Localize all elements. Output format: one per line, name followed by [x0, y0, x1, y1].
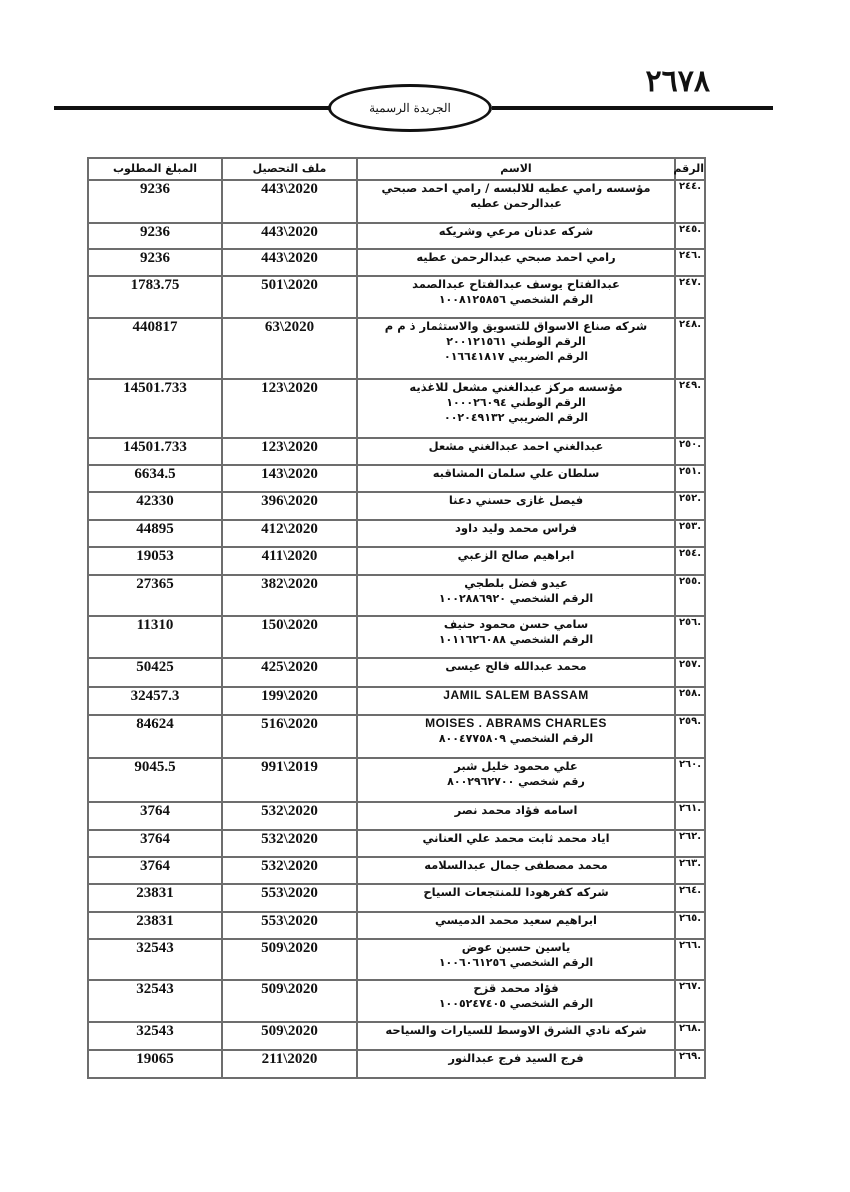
column-header-file: ملف التحصيل — [222, 158, 357, 180]
row-number: .٢٦٥ — [675, 912, 705, 939]
row-file: 443\2020 — [222, 223, 357, 249]
row-name — [357, 939, 675, 980]
row-file: 412\2020 — [222, 520, 357, 547]
table-row — [88, 379, 705, 438]
table-row — [88, 318, 705, 379]
row-file: 509\2020 — [222, 980, 357, 1022]
row-number: .٢٦٠ — [675, 758, 705, 802]
row-amount: 27365 — [88, 575, 222, 616]
header-rule-right — [492, 106, 773, 110]
row-number: .٢٤٤ — [675, 180, 705, 223]
row-number: .٢٤٧ — [675, 276, 705, 318]
name-text: مؤسسه رامي عطيه للالبسه / رامي احمد صبحي — [381, 181, 651, 195]
table-row — [88, 758, 705, 802]
row-amount: 19053 — [88, 547, 222, 575]
header-rule-left — [54, 106, 330, 110]
name-text: مؤسسه مركز عبدالغني مشعل للاغذيه — [409, 380, 623, 394]
row-amount: 50425 — [88, 658, 222, 687]
table-row — [88, 249, 705, 276]
row-name — [357, 687, 675, 715]
name-text: سلطان علي سلمان المشاقبه — [432, 466, 600, 480]
row-file: 501\2020 — [222, 276, 357, 318]
row-file: 123\2020 — [222, 379, 357, 438]
row-name — [357, 884, 675, 912]
row-number: .٢٥١ — [675, 465, 705, 492]
name-text: شركه صناع الاسواق للتسويق والاستثمار ذ م م — [384, 319, 648, 333]
row-amount: 1783.75 — [88, 276, 222, 318]
row-number: .٢٤٦ — [675, 249, 705, 276]
name-text: محمد مصطفى جمال عبدالسلامه — [424, 858, 608, 872]
table-row — [88, 575, 705, 616]
row-amount: 84624 — [88, 715, 222, 758]
row-name — [357, 575, 675, 616]
table-row — [88, 520, 705, 547]
row-number: .٢٥٤ — [675, 547, 705, 575]
column-header-amount: المبلغ المطلوب — [88, 158, 222, 180]
row-file: 443\2020 — [222, 249, 357, 276]
row-amount: 19065 — [88, 1050, 222, 1078]
row-file: 991\2019 — [222, 758, 357, 802]
name-detail: الرقم الشخصي ٨٠٠٤٧٧٥٨٠٩ — [438, 732, 594, 745]
row-number: .٢٤٥ — [675, 223, 705, 249]
row-name — [357, 912, 675, 939]
row-number: .٢٦٤ — [675, 884, 705, 912]
row-file: 211\2020 — [222, 1050, 357, 1078]
row-amount: 14501.733 — [88, 379, 222, 438]
row-file: 382\2020 — [222, 575, 357, 616]
row-file: 532\2020 — [222, 802, 357, 830]
name-text: علي محمود خليل شبر — [454, 759, 578, 773]
row-name — [357, 715, 675, 758]
name-text: عيدو فضل بلطجي — [464, 576, 568, 590]
row-file: 411\2020 — [222, 547, 357, 575]
name-detail: الرقم الشخصي ١٠٠٥٢٤٧٤٠٥ — [438, 997, 594, 1010]
name-text: عبدالغني احمد عبدالغني مشعل — [428, 439, 604, 453]
name-text: اياد محمد ثابت محمد علي العناني — [422, 831, 610, 845]
name-detail: الرقم الشخصي ١٠٠٨١٢٥٨٥٦ — [438, 293, 594, 306]
table-row — [88, 438, 705, 465]
row-amount: 9236 — [88, 180, 222, 223]
row-name — [357, 1050, 675, 1078]
row-file: 150\2020 — [222, 616, 357, 658]
row-amount: 44895 — [88, 520, 222, 547]
table-row — [88, 180, 705, 223]
table-row — [88, 547, 705, 575]
row-file: 509\2020 — [222, 1022, 357, 1050]
row-name — [357, 318, 675, 379]
row-name — [357, 438, 675, 465]
row-amount: 3764 — [88, 830, 222, 857]
row-file: 532\2020 — [222, 830, 357, 857]
table-row — [88, 857, 705, 884]
row-number: .٢٤٩ — [675, 379, 705, 438]
row-file: 123\2020 — [222, 438, 357, 465]
table-row — [88, 715, 705, 758]
row-file: 532\2020 — [222, 857, 357, 884]
row-file: 509\2020 — [222, 939, 357, 980]
name-detail: الرقم الشخصي ١٠١١٦٢٦٠٨٨ — [438, 633, 594, 646]
row-amount: 9236 — [88, 223, 222, 249]
name-text: عبدالفتاح يوسف عبدالفتاح عبدالصمد — [412, 277, 620, 291]
row-amount: 32543 — [88, 1022, 222, 1050]
row-amount: 14501.733 — [88, 438, 222, 465]
name-text: اسامه فؤاد محمد نصر — [454, 803, 578, 817]
row-name — [357, 658, 675, 687]
row-amount: 9236 — [88, 249, 222, 276]
row-file: 63\2020 — [222, 318, 357, 379]
page-number: ٢٦٧٨ — [645, 64, 710, 99]
table-row — [88, 1022, 705, 1050]
table-row — [88, 492, 705, 520]
row-number: .٢٦٨ — [675, 1022, 705, 1050]
row-file: 553\2020 — [222, 912, 357, 939]
row-number: .٢٥٧ — [675, 658, 705, 687]
row-name — [357, 492, 675, 520]
table-row — [88, 830, 705, 857]
table-row — [88, 912, 705, 939]
column-header-name: الاسم — [357, 158, 675, 180]
row-amount: 32543 — [88, 980, 222, 1022]
table-row — [88, 658, 705, 687]
name-text: فرج السيد فرج عبدالنور — [448, 1051, 584, 1065]
row-amount: 23831 — [88, 912, 222, 939]
name-text: شركه كفرهودا للمنتجعات السياح — [423, 885, 609, 899]
name-text: فؤاد محمد قزح — [473, 981, 559, 995]
row-number: .٢٥٩ — [675, 715, 705, 758]
name-text: شركه نادي الشرق الاوسط للسيارات والسياحه — [385, 1023, 647, 1037]
row-name — [357, 180, 675, 223]
row-name — [357, 379, 675, 438]
table-row — [88, 223, 705, 249]
row-amount: 23831 — [88, 884, 222, 912]
row-number: .٢٥٨ — [675, 687, 705, 715]
row-number: .٢٥٣ — [675, 520, 705, 547]
name-text: MOISES . ABRAMS CHARLES — [425, 716, 607, 730]
row-amount: 11310 — [88, 616, 222, 658]
row-name — [357, 547, 675, 575]
name-detail: الرقم الوطني ٢٠٠١٢١٥٦١ — [446, 335, 586, 348]
row-number: .٢٦١ — [675, 802, 705, 830]
table-header-row — [88, 158, 705, 180]
table-row — [88, 687, 705, 715]
row-file: 516\2020 — [222, 715, 357, 758]
row-name — [357, 520, 675, 547]
row-file: 143\2020 — [222, 465, 357, 492]
table-row — [88, 980, 705, 1022]
name-detail: الرقم الوطني ١٠٠٠٢٦٠٩٤ — [446, 396, 586, 409]
row-number: .٢٦٩ — [675, 1050, 705, 1078]
name-text: ابراهيم صالح الزعبي — [457, 548, 575, 562]
table-row — [88, 884, 705, 912]
row-name — [357, 802, 675, 830]
row-amount: 32457.3 — [88, 687, 222, 715]
publication-title: الجريدة الرسمية — [369, 101, 451, 115]
row-amount: 6634.5 — [88, 465, 222, 492]
name-text: رامي احمد صبحي عبدالرحمن عطيه — [416, 250, 616, 264]
row-file: 396\2020 — [222, 492, 357, 520]
row-file: 443\2020 — [222, 180, 357, 223]
name-text: ياسين حسين عوض — [461, 940, 571, 954]
row-name — [357, 1022, 675, 1050]
row-number: .٢٤٨ — [675, 318, 705, 379]
row-name — [357, 249, 675, 276]
row-number: .٢٦٧ — [675, 980, 705, 1022]
row-name — [357, 465, 675, 492]
row-number: .٢٥٦ — [675, 616, 705, 658]
column-header-number: الرقم — [675, 158, 705, 180]
row-name — [357, 223, 675, 249]
table-body — [88, 180, 705, 1078]
row-amount: 3764 — [88, 857, 222, 884]
name-detail: الرقم الشخصي ١٠٠٦٠٦١٢٥٦ — [438, 956, 594, 969]
name-detail: الرقم الشخصي ١٠٠٢٨٨٦٩٢٠ — [438, 592, 594, 605]
table-row — [88, 276, 705, 318]
row-file: 199\2020 — [222, 687, 357, 715]
row-file: 553\2020 — [222, 884, 357, 912]
name-detail: عبدالرحمن عطيه — [470, 197, 562, 210]
row-name — [357, 616, 675, 658]
table-row — [88, 1050, 705, 1078]
debtors-table — [87, 157, 706, 1079]
row-amount: 42330 — [88, 492, 222, 520]
table-row — [88, 616, 705, 658]
row-number: .٢٦٢ — [675, 830, 705, 857]
row-name — [357, 758, 675, 802]
name-detail: رقم شخصي ٨٠٠٢٩٦٢٧٠٠ — [447, 775, 585, 788]
row-amount: 440817 — [88, 318, 222, 379]
row-number: .٢٥٢ — [675, 492, 705, 520]
row-amount: 9045.5 — [88, 758, 222, 802]
table-row — [88, 939, 705, 980]
row-number: .٢٥٥ — [675, 575, 705, 616]
publication-badge — [328, 84, 492, 132]
row-amount: 3764 — [88, 802, 222, 830]
name-text: فراس محمد وليد داود — [455, 521, 577, 535]
name-text: JAMIL SALEM BASSAM — [443, 688, 589, 702]
row-number: .٢٥٠ — [675, 438, 705, 465]
row-name — [357, 830, 675, 857]
name-text: محمد عبدالله فالح عيسى — [445, 659, 587, 673]
table-row — [88, 802, 705, 830]
table-row — [88, 465, 705, 492]
row-file: 425\2020 — [222, 658, 357, 687]
row-number: .٢٦٦ — [675, 939, 705, 980]
name-detail: الرقم الضريبي ٠١٦٦٤١٨١٧ — [443, 350, 588, 363]
row-name — [357, 857, 675, 884]
row-name — [357, 276, 675, 318]
name-text: سامي حسن محمود حنيف — [443, 617, 589, 631]
name-detail: الرقم الضريبي ٠٠٢٠٤٩١٣٢ — [443, 411, 588, 424]
row-number: .٢٦٣ — [675, 857, 705, 884]
row-name — [357, 980, 675, 1022]
name-text: ابراهيم سعيد محمد الدميسي — [434, 913, 597, 927]
name-text: فيصل غازى حسني دعنا — [448, 493, 584, 507]
name-text: شركه عدنان مرعي وشريكه — [438, 224, 594, 238]
row-amount: 32543 — [88, 939, 222, 980]
